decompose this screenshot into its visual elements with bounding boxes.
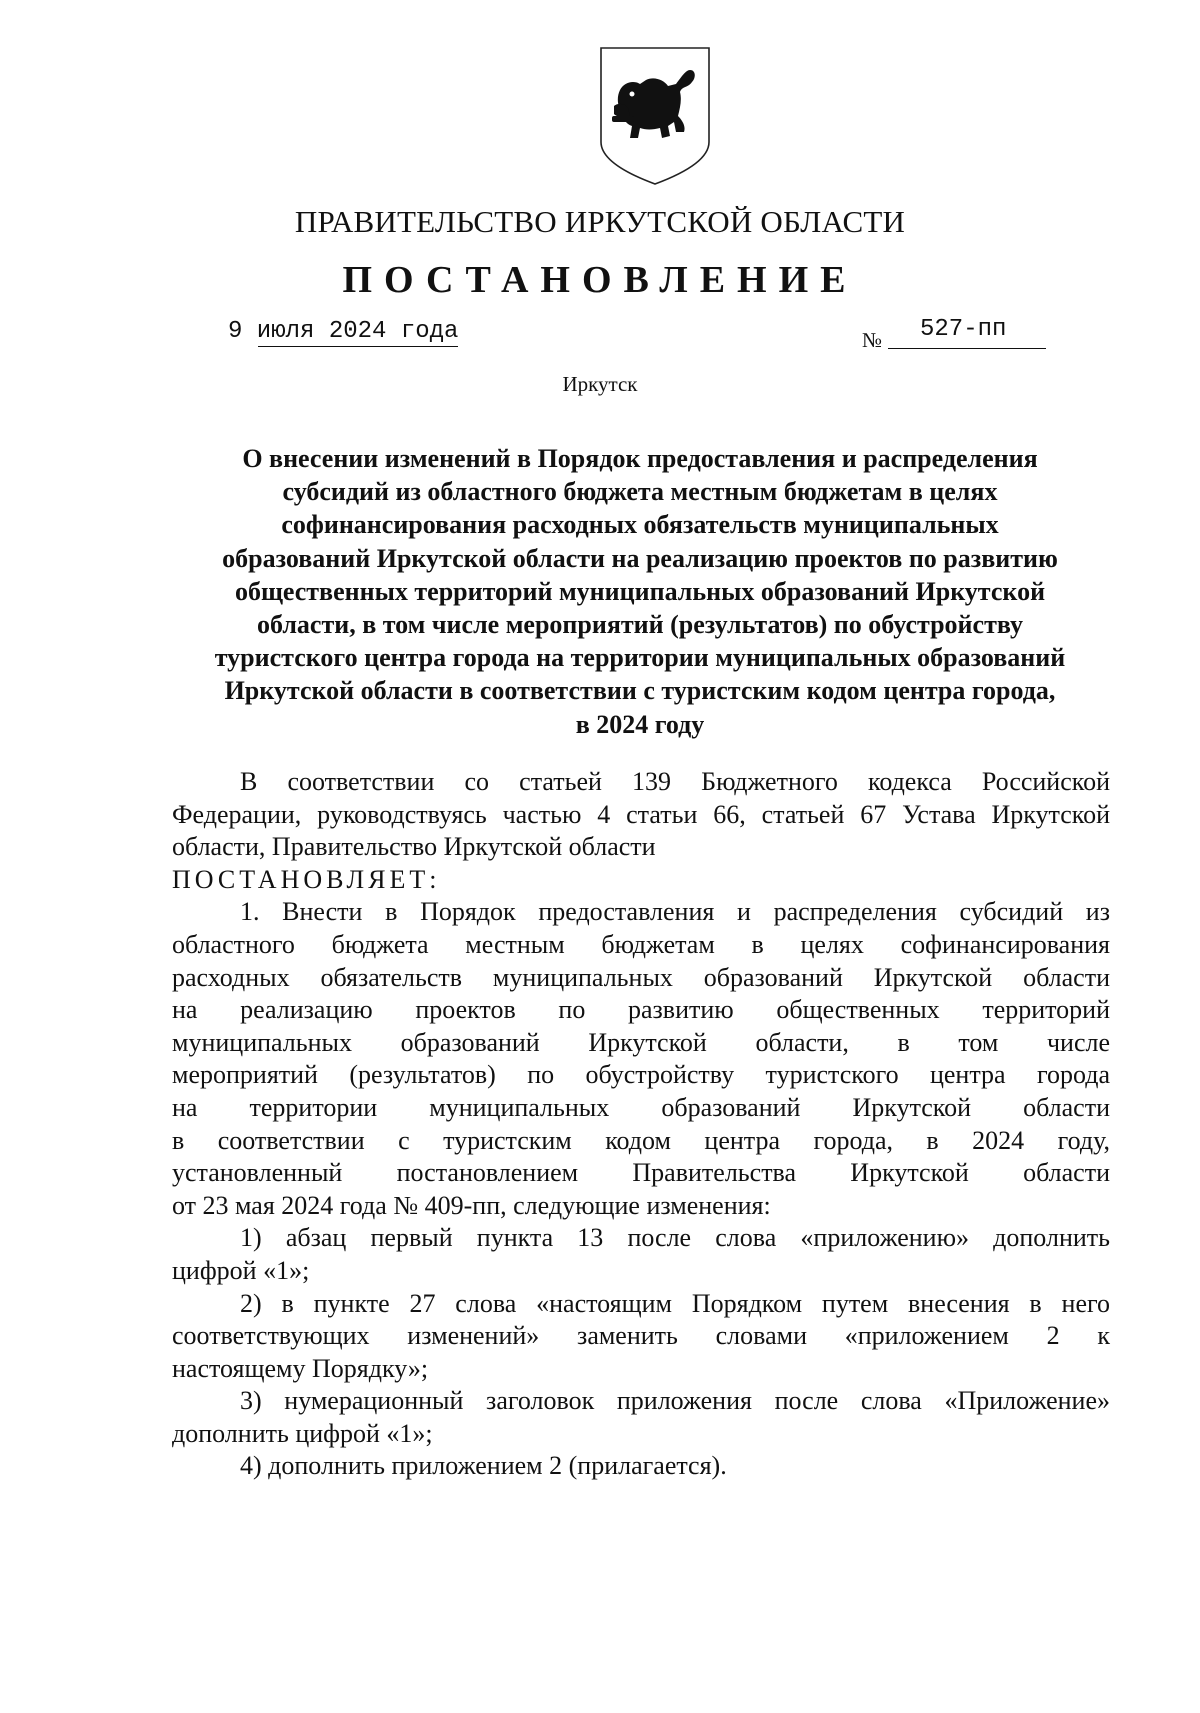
- government-name: ПРАВИТЕЛЬСТВО ИРКУТСКОЙ ОБЛАСТИ: [294, 204, 906, 239]
- body-line: цифрой «1»;: [172, 1255, 310, 1285]
- title-line: О внесении изменений в Порядок предоставления и распределения: [242, 444, 1038, 473]
- city-name: Иркутск: [562, 372, 638, 396]
- body-line: установленный постановлением Правительства Иркутской области: [172, 1158, 1110, 1188]
- title-line: в 2024 году: [575, 709, 705, 739]
- title-line: софинансирования расходных обязательств муниципальных: [281, 510, 999, 540]
- body-line: на реализацию проектов по развитию общественных территорий: [172, 995, 1110, 1025]
- document-type: ПОСТАНОВЛЕНИЕ: [342, 259, 858, 301]
- date-underline: [258, 346, 458, 347]
- coat-of-arms-icon: [598, 46, 712, 186]
- title-line: субсидий из областного бюджета местным бюджетам в целях: [282, 477, 998, 507]
- number-underline: [888, 348, 1046, 349]
- decree-date: 9 июля 2024 года: [228, 318, 459, 345]
- body-line: 4) дополнить приложением 2 (прилагается).: [240, 1451, 727, 1481]
- body-line: 1) абзац первый пункта 13 после слова «приложению» дополнить: [240, 1223, 1110, 1253]
- body-line: в соответствии с туристским кодом центра города, в 2024 году,: [172, 1125, 1110, 1155]
- body-line: муниципальных образований Иркутской области, в том числе: [172, 1027, 1110, 1057]
- body-line: В соответствии со статьей 139 Бюджетного кодекса Российской: [240, 767, 1110, 796]
- title-line: туристского центра города на территории муниципальных образований: [214, 643, 1066, 673]
- body-line: области, Правительство Иркутской области: [172, 832, 656, 862]
- body-line: мероприятий (результатов) по обустройству туристского центра города: [172, 1060, 1110, 1090]
- body-line: настоящему Порядку»;: [172, 1353, 429, 1383]
- title-line: Иркутской области в соответствии с туристским кодом центра города,: [224, 676, 1056, 706]
- body-line: 3) нумерационный заголовок приложения после слова «Приложение»: [240, 1386, 1110, 1416]
- title-line: общественных территорий муниципальных образований Иркутской: [234, 576, 1046, 606]
- body-line: дополнить цифрой «1»;: [172, 1418, 433, 1448]
- body-line: расходных обязательств муниципальных образований Иркутской области: [172, 962, 1110, 992]
- decree-number: 527-пп: [920, 316, 1007, 343]
- decree-body: [172, 766, 1110, 1483]
- decree-title: [170, 442, 1110, 741]
- body-line: областного бюджета местным бюджетам в целях софинансирования: [172, 929, 1110, 959]
- number-sign: №: [862, 328, 883, 352]
- body-line: Федерации, руководствуясь частью 4 статьи 66, статьей 67 Устава Иркутской: [172, 799, 1110, 829]
- body-line: на территории муниципальных образований Иркутской области: [172, 1092, 1110, 1122]
- resolves-heading: ПОСТАНОВЛЯЕТ:: [172, 864, 441, 894]
- title-line: образований Иркутской области на реализацию проектов по развитию: [222, 543, 1058, 573]
- body-line: 2) в пункте 27 слова «настоящим Порядком путем внесения в него: [240, 1288, 1110, 1318]
- body-line: соответствующих изменений» заменить словами «приложением 2 к: [172, 1321, 1110, 1351]
- title-line: области, в том числе мероприятий (результатов) по обустройству: [256, 610, 1024, 640]
- body-line: 1. Внести в Порядок предоставления и распределения субсидий из: [240, 897, 1110, 927]
- body-line: от 23 мая 2024 года № 409-пп, следующие изменения:: [172, 1190, 771, 1220]
